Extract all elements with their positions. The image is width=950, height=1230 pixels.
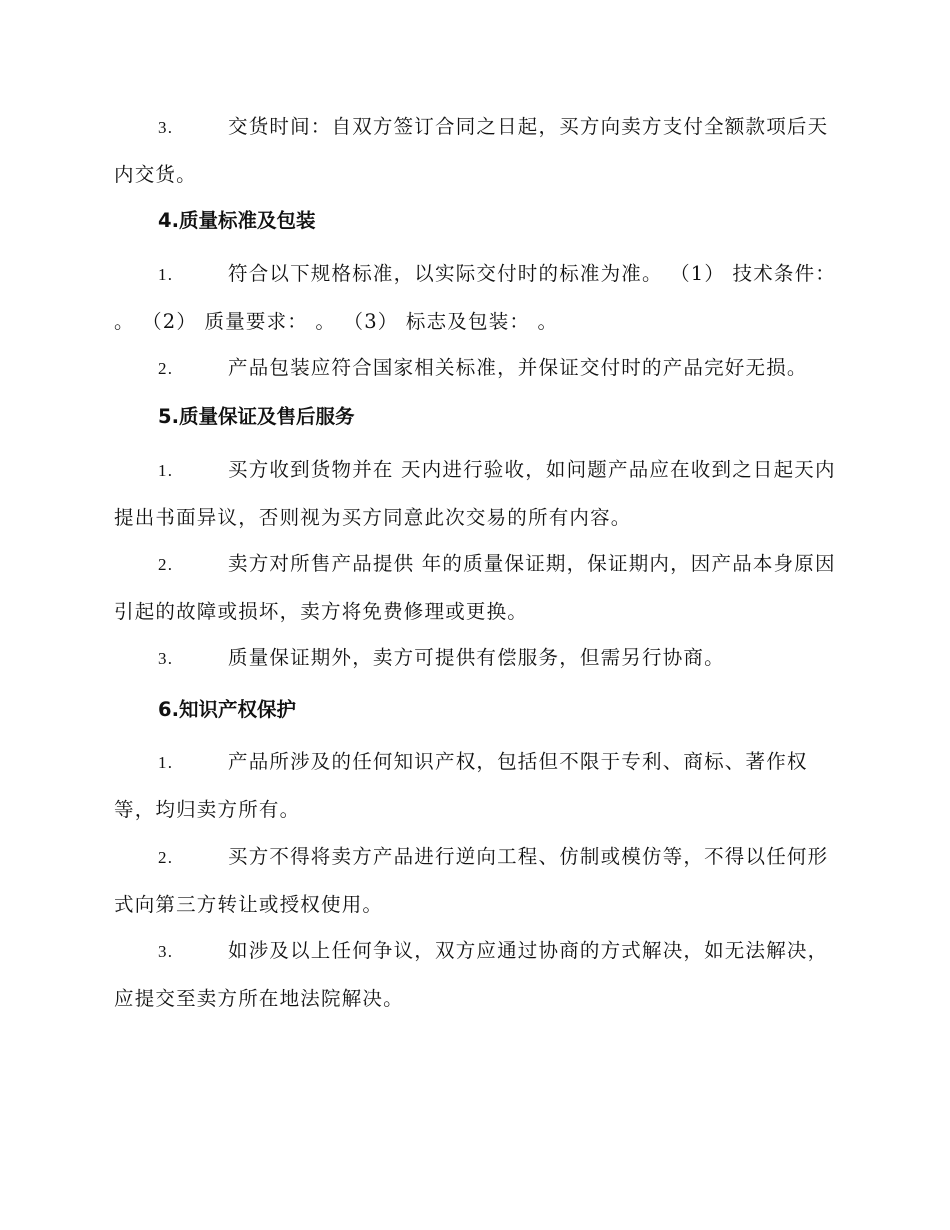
clause-no-reverse-engineering	[114, 833, 840, 928]
clause-number: 3.	[158, 649, 174, 668]
clause-text: 产品包装应符合国家相关标准，并保证交付时的产品完好无损。	[228, 356, 808, 379]
clause-number: 1.	[158, 461, 174, 480]
clause-number: 1.	[158, 265, 174, 284]
clause-text: 质量保证期外，卖方可提供有偿服务，但需另行协商。	[228, 646, 725, 669]
clause-text: 卖方对所售产品提供 年的质量保证期，保证期内，因产品本身原因引起的故障或损坏，卖方将免费修理或更换。	[114, 552, 836, 623]
clause-text: 买方不得将卖方产品进行逆向工程、仿制或模仿等，不得以任何形式向第三方转让或授权使用。	[114, 845, 829, 916]
clause-inspection	[114, 446, 840, 541]
section-heading-ip-protection: 6.知识产权保护	[158, 698, 296, 721]
clause-number: 1.	[158, 753, 174, 772]
clause-paid-service	[114, 634, 840, 682]
clause-number: 2.	[158, 848, 174, 867]
clause-text: 交货时间：自双方签订合同之日起，买方向卖方支付全额款项后天内交货。	[114, 115, 829, 186]
clause-quality-standard	[114, 250, 840, 345]
clause-number: 3.	[158, 118, 174, 137]
clause-delivery-time	[114, 103, 840, 198]
clause-number: 2.	[158, 359, 174, 378]
clause-number: 2.	[158, 555, 174, 574]
clause-text: 产品所涉及的任何知识产权，包括但不限于专利、商标、著作权等，均归卖方所有。	[114, 750, 808, 821]
section-heading-quality-packaging: 4.质量标准及包装	[158, 209, 316, 232]
clause-packaging	[114, 344, 840, 392]
clause-text: 符合以下规格标准，以实际交付时的标准为准。 （1） 技术条件： 。 （2） 质量要求： 。 （3） 标志及包装： 。	[114, 262, 837, 333]
clause-ip-ownership	[114, 738, 840, 833]
clause-dispute-resolution	[114, 927, 840, 1022]
clause-warranty-period	[114, 540, 840, 635]
clause-text: 如涉及以上任何争议，双方应通过协商的方式解决，如无法解决，应提交至卖方所在地法院解决。	[114, 939, 829, 1010]
clause-number: 3.	[158, 942, 174, 961]
section-heading-warranty-service: 5.质量保证及售后服务	[158, 405, 355, 428]
clause-text: 买方收到货物并在 天内进行验收，如问题产品应在收到之日起天内提出书面异议，否则视为买方同意此次交易的所有内容。	[114, 458, 836, 529]
